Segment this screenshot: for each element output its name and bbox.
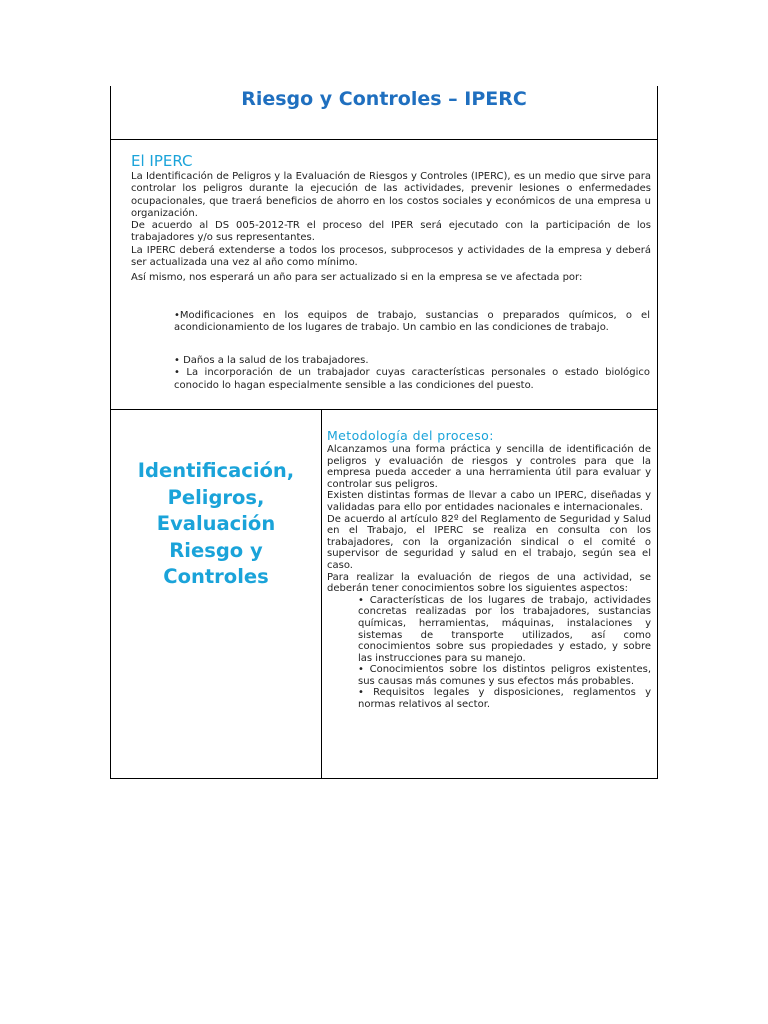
left-heading-line: Evaluación [156,512,276,535]
page-title: Riesgo y Controles – IPERC [241,88,527,110]
iperc-bullet-list [174,355,650,392]
left-heading-line: Peligros, [167,485,265,509]
iperc-bullet: •Modificaciones en los equipos de trabajo, sustancias o preparados químicos, o el acondicionamiento de los lugares de trabajo. Un cambio en las condiciones de trabajo. [174,310,650,334]
iperc-bullet: • Daños a la salud de los trabajadores. [174,355,369,366]
iperc-paragraph: La Identificación de Peligros y la Evaluación de Riesgos y Controles (IPERC), es un medio que sirve para controlar los peligros durante la ejecución de las actividades, prevenir lesiones o enfermedades ocupacionales, que traerá beneficios de ahorro en los costos sociales y económicos de una empresa u organización. [131,171,651,219]
methodology-bullet-list [358,595,651,711]
methodology-paragraph: De acuerdo al artículo 82º del Reglamento de Seguridad y Salud en el Trabajo, el IPERC se realiza en consulta con los trabajadores, con la organización sindical o el comité o supervisor de seguridad y salud en el trabajo, según sea el caso. [327,513,651,571]
methodology-paragraph: Para realizar la evaluación de riegos de una actividad, se deberán tener conocimientos sobre los siguientes aspectos: [327,571,651,595]
column-divider [321,410,322,779]
iperc-paragraph: Así mismo, nos esperará un año para ser actualizado si en la empresa se ve afectada por: [131,272,583,284]
methodology-bullet: • Conocimientos sobre los distintos peligros existentes, sus causas más comunes y sus efectos más probables. [358,664,651,687]
title-row [111,86,657,140]
methodology-heading: Metodología del proceso: [327,428,494,443]
document-table [110,86,658,779]
methodology-bullet: • Requisitos legales y disposiciones, reglamentos y normas relativos al sector. [358,687,651,711]
left-heading-cell [111,458,321,591]
iperc-paragraph: De acuerdo al DS 005-2012-TR el proceso del IPER será ejecutado con la participación de los trabajadores y/o sus representantes. [131,220,651,244]
iperc-section [111,140,657,410]
iperc-bullet: • La incorporación de un trabajador cuyas características personales o estado biológico conocido lo hagan especialmente sensible a las condiciones del puesto. [174,367,650,391]
iperc-paragraph: La IPERC deberá extenderse a todos los procesos, subprocesos y actividades de la empresa y deberá ser actualizada una vez al año como mínimo. [131,244,651,269]
methodology-paragraph: Existen distintas formas de llevar a cabo un IPERC, diseñadas y validadas para ello por entidades nacionales e internacionales. [327,490,651,513]
left-heading-line: Identificación, [137,459,295,482]
left-heading-line: Riesgo y [169,538,263,562]
iperc-body [131,171,651,285]
methodology-paragraph: Alcanzamos una forma práctica y sencilla de identificación de peligros y evaluación de riesgos y controles para que la empresa pueda acceder a una herramienta útil para evaluar y controlar sus peligros. [327,444,651,490]
iperc-bullet-list [174,310,650,335]
iperc-heading: El IPERC [131,152,193,170]
methodology-bullet: • Características de los lugares de trabajo, actividades concretas realizadas por los trabajadores, sustancias químicas, herramientas, máquinas, instalaciones y sistemas de transporte utilizados, así como conocimientos sobre sus propiedades y estado, y sobre las instrucciones para su manejo. [358,594,651,664]
methodology-body [327,444,651,711]
left-heading-line: Controles [163,565,269,588]
methodology-cell [327,428,651,711]
methodology-row [111,410,657,779]
